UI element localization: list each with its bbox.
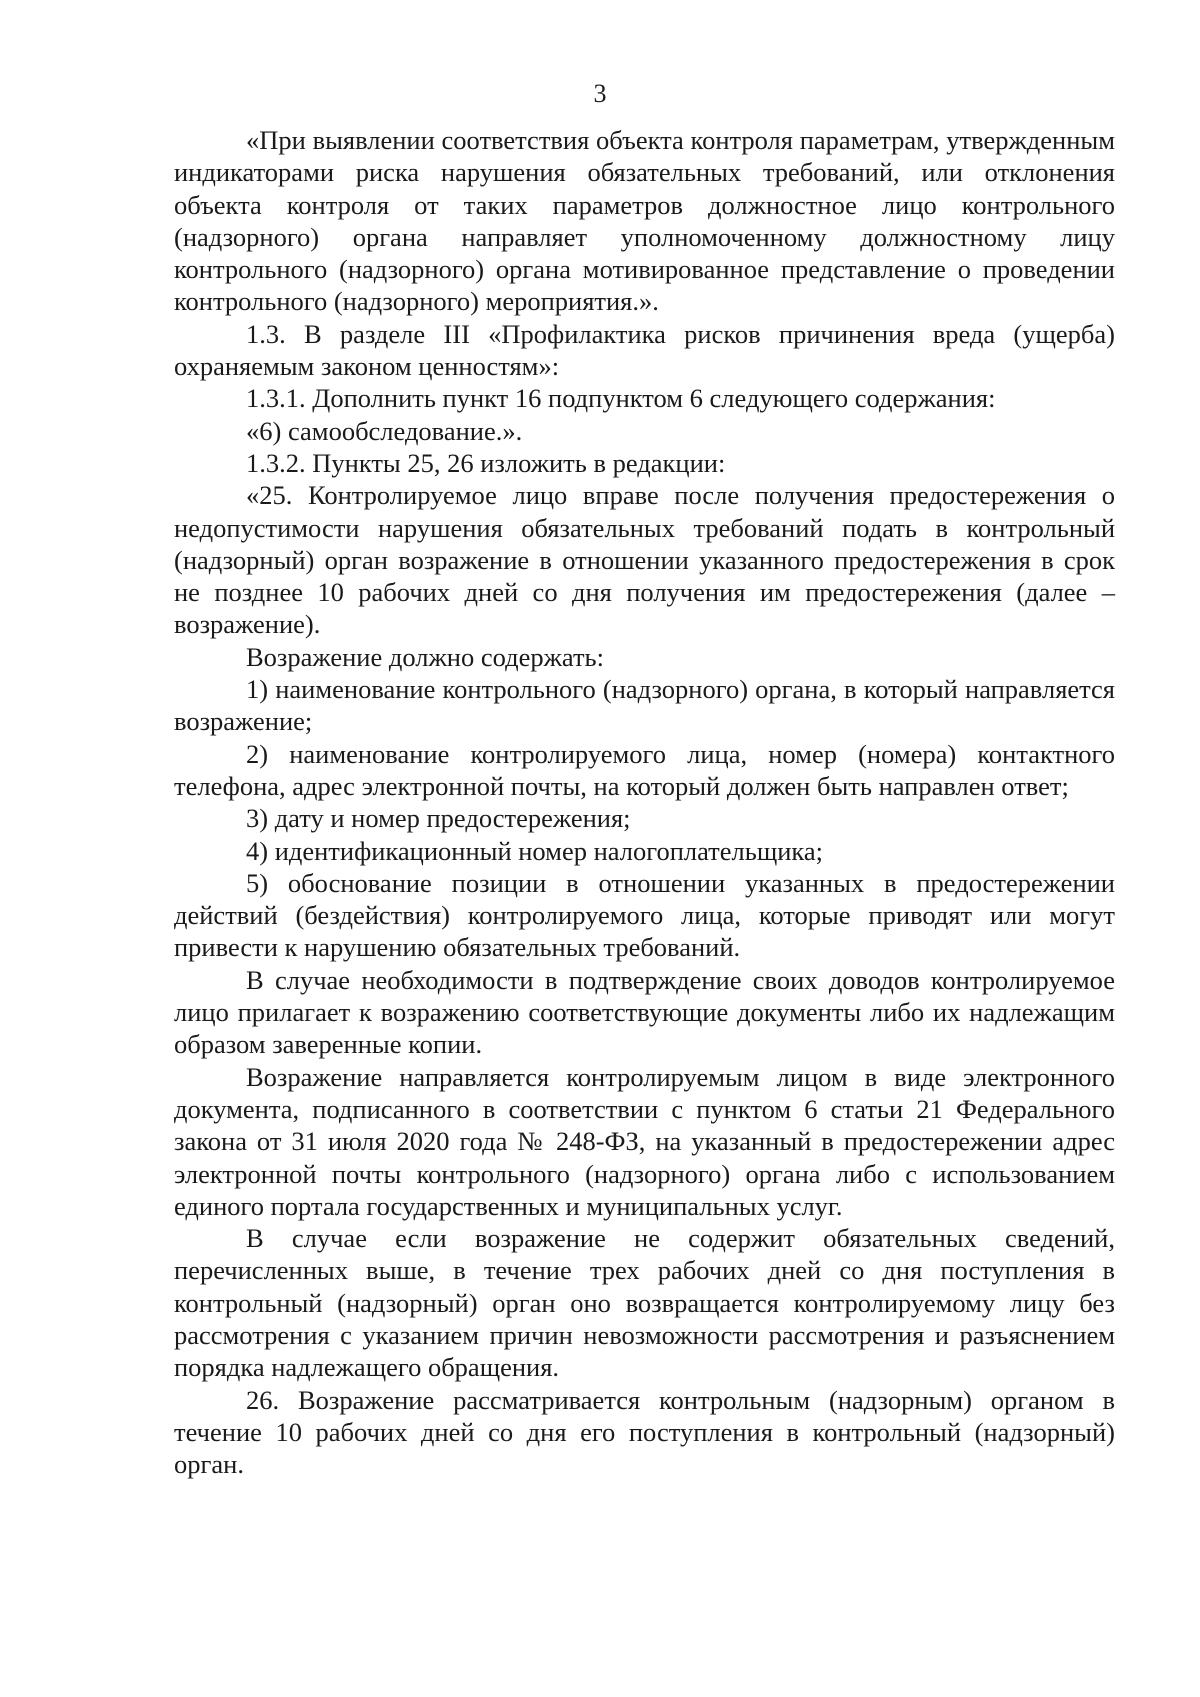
list-item-3: 3) дату и номер предостережения; <box>246 803 631 834</box>
list-item-4: 4) идентификационный номер налогоплательщика; <box>246 835 824 866</box>
list-item-2: 2) наименование контролируемого лица, номер (номера) контактного телефона, адрес электронной почты, на который должен быть направлен ответ; <box>174 738 1115 801</box>
page-number: 3 <box>593 79 607 108</box>
paragraph-item-26: 26. Возражение рассматривается контрольным (надзорным) органом в течение 10 рабочих дней со дня его поступления в контрольный (надзорный) орган. <box>174 1384 1115 1480</box>
paragraph-risk-indicators: «При выявлении соответствия объекта контроля параметрам, утвержденным индикаторами риска нарушения обязательных требований, или отклонения объекта контроля от таких параметров должностное лицо контрольного (надзорного) органа направляет уполномоченному должностному лицу контрольного (надзорного) органа мотивированное представление о проведении контрольного (надзорного) мероприятия.». <box>174 125 1115 317</box>
paragraph-objection-contents: Возражение должно содержать: <box>246 641 605 672</box>
paragraph-section-1-3-1: 1.3.1. Дополнить пункт 16 подпунктом 6 следующего содержания: <box>246 383 996 414</box>
paragraph-electronic-submission: Возражение направляется контролируемым лицом в виде электронного документа, подписанного в соответствии с пунктом 6 статьи 21 Федерального закона от 31 июля 2020 года № 248-ФЗ, на указанный в предостережении адрес электронной почты контрольного (надзорного) органа либо с использованием единого портала государственных и муниципальных услуг. <box>174 1061 1115 1221</box>
document-body <box>174 124 1115 1480</box>
paragraph-section-1-3-2: 1.3.2. Пункты 25, 26 изложить в редакции: <box>246 447 726 478</box>
paragraph-item-25: «25. Контролируемое лицо вправе после получения предостережения о недопустимости нарушения обязательных требований подать в контрольный (надзорный) орган возражение в отношении указанного предостережения в срок не позднее 10 рабочих дней со дня получения им предостережения (далее – возражение). <box>174 480 1115 640</box>
paragraph-self-inspection: «6) самообследование.». <box>246 415 523 446</box>
paragraph-supporting-documents: В случае необходимости в подтверждение своих доводов контролируемое лицо прилагает к возражению соответствующие документы либо их надлежащим образом заверенные копии. <box>174 964 1115 1060</box>
paragraph-section-1-3: 1.3. В разделе III «Профилактика рисков причинения вреда (ущерба) охраняемым законом ценностям»: <box>174 318 1115 382</box>
list-item-5: 5) обоснование позиции в отношении указанных в предостережении действий (бездействия) контролируемого лица, которые приводят или могут привести к нарушению обязательных требований. <box>174 867 1115 963</box>
list-item-1: 1) наименование контрольного (надзорного) органа, в который направляется возражение; <box>174 674 1115 737</box>
paragraph-return-without-review: В случае если возражение не содержит обязательных сведений, перечисленных выше, в течение трех рабочих дней со дня поступления в контрольный (надзорный) орган оно возвращается контролируемому лицу без рассмотрения с указанием причин невозможности рассмотрения и разъяснением порядка надлежащего обращения. <box>174 1223 1115 1383</box>
